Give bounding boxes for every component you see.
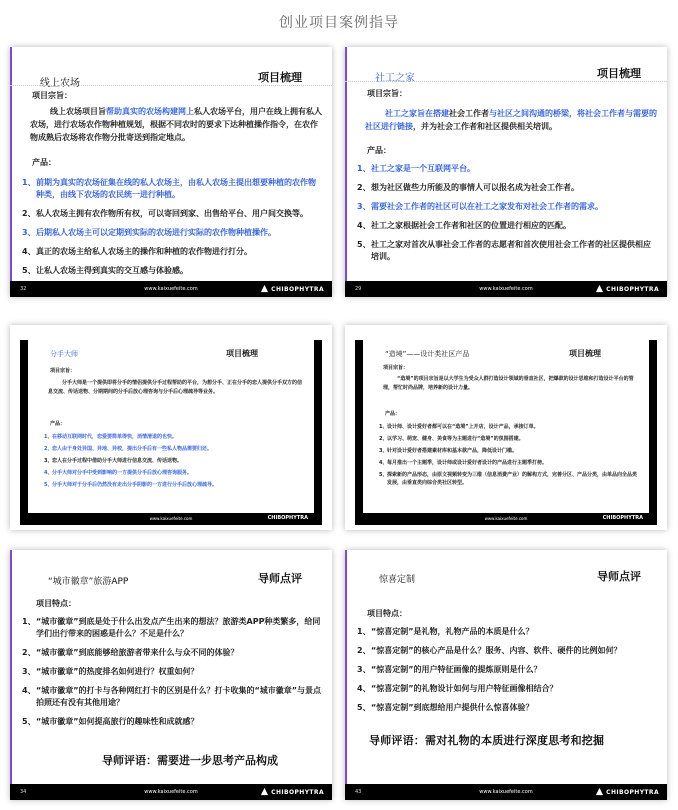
purpose-paragraph: 分手大师是一个提供即将分手的情侣提供分手过程帮助的平台，为想分手、正在分手的恋人提供分手双方的信息交流、传话送物、分期期间的分手后放心理咨询与分手后心理疏导等业务。 [48,380,303,395]
section-label: 项目宗旨： [50,368,76,374]
section-label: 项目宗旨： [383,365,409,371]
list-item: 4、 真正的农场主给私人农场主的操作和种植的农作物进行打分。 [22,247,252,256]
slide-footer [10,281,332,297]
product-list [44,433,306,493]
list-item: 2、 想为社区做些力所能及的事情人可以报名成为社会工作者。 [357,183,579,192]
slide-tag: 项目梳理 [258,71,302,84]
list-item: 3、 “惊喜定制”的用户特征画像的提炼原则是什么？ [357,665,542,674]
page-number: 32 [20,286,27,292]
list-item: 2、 私人农场主拥有农作物所有权，可以寄回到家、出售给平台、用户间交换等。 [22,209,308,218]
section-label: 产品： [367,146,391,155]
list-item: 1、 社工之家是一个互联网平台。 [357,164,475,173]
footer-site: www.kaixuefeite.com [484,516,528,521]
slide-surprise-custom [345,550,667,800]
page-number: 29 [355,286,362,292]
slide-title: “城市徽章”旅游APP [48,577,129,587]
list-item: 1、 前期为真实的农场征集在线的私人农场主，由私人农场主提出想要种植的农作物种类，由线下农场的农民统一进行种植。 [22,178,316,199]
purpose-paragraph: “造境”的项目宗旨是以大学生为受众人群打造设计领域的垂直社区，把爆款的设计思维和打造设计平台的管理，帮忙时尚品牌，培养新的设计力量。 [383,376,634,391]
footer-brand: CHIBOPHYTRA [602,515,643,521]
footer-brand: CHIBOPHYTRA [260,284,324,293]
slide-zaojing [345,325,667,530]
list-item: 2、 以学习、萌宠、健身、美食等为主题进行“造境”的氛围搭建。 [379,436,524,442]
slide-accent-bar [345,550,347,800]
list-item: 2、 “城市徽章”到底能够给旅游者带来什么与众不同的体验？ [22,648,239,657]
slide-footer [345,281,667,297]
slide-content [363,340,649,525]
list-item: 1、 在移动互联网时代，恋爱要简单得快，消情清退的也快。 [44,434,178,440]
slide-title: 分手大师 [50,350,78,358]
slide-tag: 导师点评 [258,572,302,585]
slide-social-worker-home [345,47,667,297]
feature-list [22,616,327,735]
list-item: 5、 探索新的产品形态，由原文视频转变为三维（信息消费产业）的解构方式，完善分区、产品分类，由单品向全品类发展，由垂直类向综合类社区转型。 [379,472,638,486]
footer-brand: CHIBOPHYTRA [267,515,308,521]
section-label: 产品： [385,411,401,417]
list-item: 2、 “惊喜定制”的核心产品是什么？服务、内容、软件、硬件的比例如何？ [357,646,622,655]
brand-logo-icon [595,284,604,293]
list-item: 4、 “惊喜定制”的礼物设计如何与用户特征画像相结合？ [357,684,558,693]
purpose-paragraph: 线上农场项目旨帮助真实的农场构建网上私人农场平台，用户在线上拥有私人农场，进行农场农作物种植规划，根据不同农时的要求下达种植操作指令，在农作物成熟后农场将农作物分批寄送到指定地点。 [30,107,322,142]
footer-brand: CHIBOPHYTRA [260,787,324,796]
list-item: 5、 社工之家对首次从事社会工作者的志愿者和首次使用社会工作者的社区提供相应培训。 [357,240,651,261]
slide-footer [28,513,314,525]
list-item: 3、 针对设计爱好者搭建素材库和基本款产品，降低设计门槛。 [379,448,518,454]
slide-tag: 导师点评 [597,570,641,583]
list-item: 3、 恋人在分手过程中借助分手大师进行信息交流、传话送物。 [44,458,183,464]
section-label: 项目特点： [367,609,407,618]
slide-frame [20,340,322,525]
mentor-comment: 导师评语：需对礼物的本质进行深度思考和挖掘 [369,734,605,747]
list-item: 5、 “惊喜定制”到底想给用户提供什么惊喜体验？ [357,703,534,712]
product-list [379,423,641,491]
section-label: 产品： [32,158,56,167]
slide-footer [363,513,649,525]
footer-site: www.kaixuefeite.com [479,286,533,292]
slide-footer [10,784,332,800]
divider [10,85,332,86]
footer-site: www.kaixuefeite.com [144,286,198,292]
page-number: 43 [355,789,362,795]
footer-brand: CHIBOPHYTRA [595,787,659,796]
section-label: 产品： [50,421,66,427]
slide-frame [355,340,657,525]
purpose-paragraph: 社工之家旨在搭建社会工作者与社区之间沟通的桥梁，将社会工作者与需要的社区进行链接，并为社会工作者和社区提供相关培训。 [365,109,657,131]
slide-accent-bar [345,47,347,297]
section-label: 项目宗旨： [32,91,72,100]
list-item: 4、 “城市徽章”的打卡与各种网红打卡的区别是什么？打卡收集的“城市徽章”与景点拍照还有没有其他用途？ [22,686,322,707]
mentor-comment: 导师评语：需要进一步思考产品构成 [102,754,278,767]
slide-footer [345,784,667,800]
brand-logo-icon [260,284,269,293]
footer-site: www.kaixuefeite.com [479,789,533,795]
footer-site: www.kaixuefeite.com [149,516,193,521]
slide-title: 线上农场 [40,78,80,89]
product-list [22,177,322,284]
section-label: 项目宗旨： [367,89,407,98]
slide-content [28,340,314,525]
section-label: 项目特点： [36,599,76,608]
slide-title: 社工之家 [375,73,415,84]
page-title: 创业项目案例指导 [279,15,399,31]
list-item: 3、 需要社会工作者的社区可以在社工之家发布对社会工作者的需求。 [357,202,603,211]
feature-list [357,626,662,721]
brand-logo-icon [260,787,269,796]
list-item: 1、 “城市徽章”到底是处于什么出发点产生出来的想法？旅游类APP种类繁多，给同学们出行带来的困惑是什么？不足是什么？ [22,617,321,638]
product-list [357,163,657,270]
footer-site: www.kaixuefeite.com [144,789,198,795]
list-item: 3、 后期私人农场主可以定期到实际的农场进行实际的农作物种植操作。 [22,228,276,237]
list-item: 4、 每月推出一个主题季，设计师或设计爱好者设计的产品进行主题季打榜。 [379,460,548,466]
slide-accent-bar [10,550,12,800]
list-item: 5、 让私人农场主得到真实的交互感与体验感。 [22,266,188,275]
list-item: 1、 设计师、设计爱好者都可以在“造境”上开店，设计产品，承接订单。 [379,424,539,430]
list-item: 2、 恋人由于身处异国、异地、异校，提出分手后有一些私人物品需要归还。 [44,446,213,452]
slide-title: “造境”——设计类社区产品 [385,350,470,358]
slide-tag: 项目梳理 [597,67,641,80]
slide-title: 惊喜定制 [379,575,416,585]
list-item: 1、 “惊喜定制”是礼物，礼物产品的本质是什么？ [357,627,534,636]
slide-city-badge [10,550,332,800]
page-number: 34 [20,789,27,795]
slide-breakup-master [10,325,332,530]
brand-logo-icon [595,787,604,796]
list-item: 5、 “城市徽章”如何提高旅行的趣味性和成就感？ [22,717,199,726]
slide-tag: 项目梳理 [569,349,601,358]
slide-tag: 项目梳理 [226,349,258,358]
list-item: 3、 “城市徽章”的热度排名如何进行？权重如何？ [22,667,199,676]
list-item: 4、 分手大师对分手中受到影响的一方提供分手后放心理咨询服务。 [44,470,193,476]
list-item: 4、 社工之家根据社会工作者和社区的位置进行相应的匹配。 [357,221,571,230]
footer-brand: CHIBOPHYTRA [595,284,659,293]
slide-online-farm [10,47,332,297]
list-item: 5、 分手大师对于分手后仍然没有走出分手阴影的一方进行分手后放心理疏导。 [44,482,218,488]
divider [345,81,667,82]
